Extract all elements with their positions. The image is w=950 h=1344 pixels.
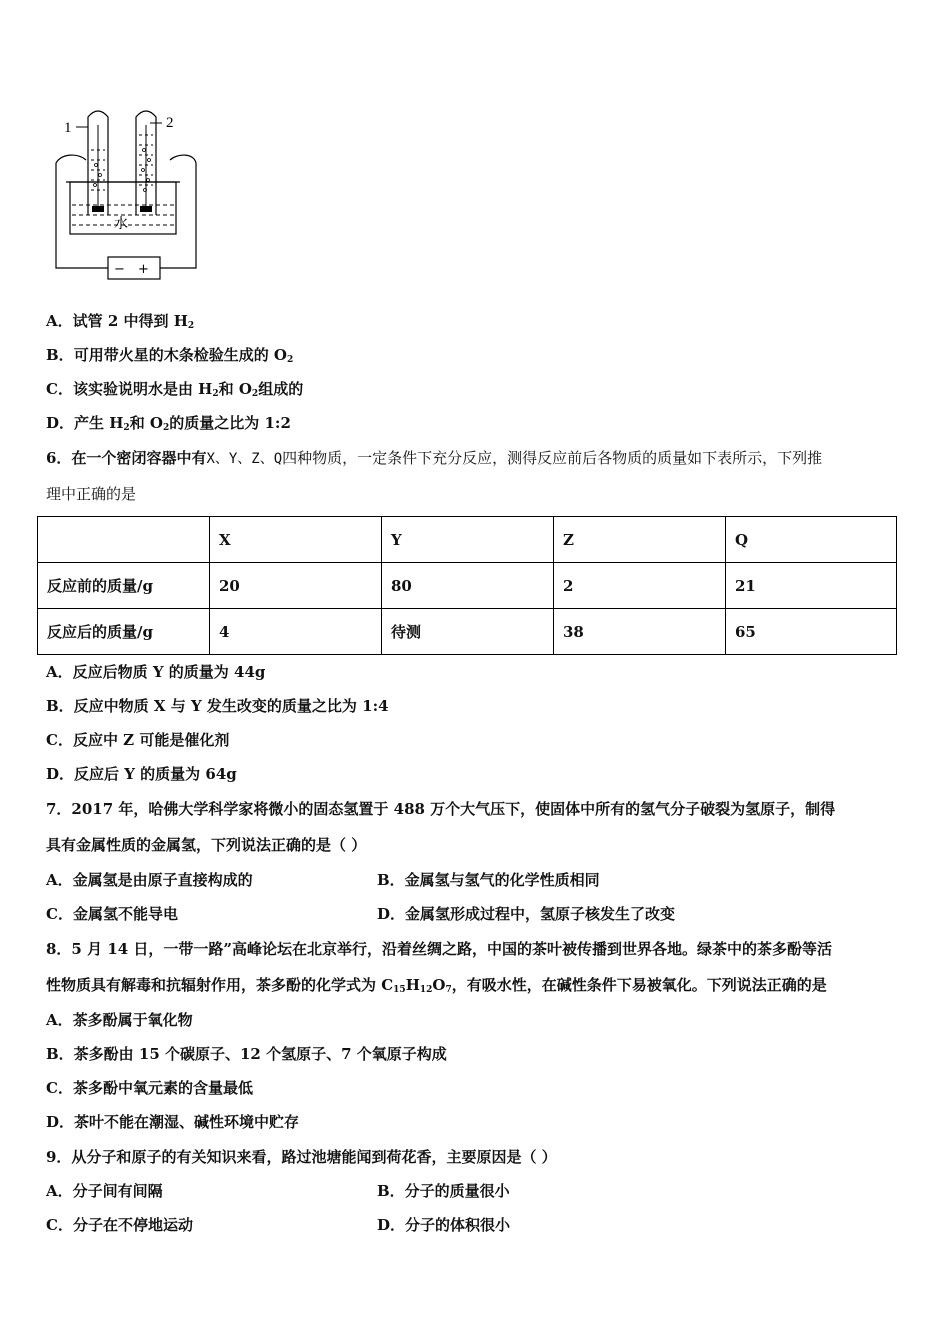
table-cell: 2: [554, 563, 726, 609]
q5-option-a: [46, 311, 194, 331]
option-letter: A．: [46, 312, 73, 330]
q9-stem: 9．从分子和原子的有关知识来看，路过池塘能闻到荷花香，主要原因是（ ）: [46, 1148, 557, 1166]
table-row: [38, 563, 897, 609]
q8-option-c: C．茶多酚中氧元素的含量最低: [46, 1079, 253, 1097]
q7-option-b: B．金属氢与氢气的化学性质相同: [377, 871, 600, 889]
option-text: 试管 2 中得到 H: [72, 312, 188, 330]
subscript: 7: [445, 985, 452, 995]
q7-stem-line1: 7．2017 年，哈佛大学科学家将微小的固态氢置于 488 万个大气压下，使固体中所有的氢气分子破裂为氢原子，制得: [46, 800, 836, 818]
q7-option-d: D．金属氢形成过程中，氢原子核发生了改变: [377, 905, 676, 923]
q6-option-c: C．反应中 Z 可能是催化剂: [46, 731, 230, 749]
q6-stem-line1: [46, 448, 822, 469]
subscript: 2: [286, 355, 294, 365]
q9-option-a: A．分子间有间隔: [46, 1182, 163, 1200]
table-cell: 38: [554, 609, 726, 655]
option-text: 该实验说明水是由 H: [72, 380, 213, 398]
q6-option-b: B．反应中物质 X 与 Y 发生改变的质量之比为 1:4: [46, 697, 389, 715]
subscript: 2: [123, 423, 130, 433]
q6-option-d: D．反应后 Y 的质量为 64g: [46, 765, 237, 783]
option-text: 和 O: [129, 414, 163, 432]
q9-option-b: B．分子的质量很小: [377, 1182, 510, 1200]
option-text: 产生 H: [74, 414, 124, 432]
table-cell: 65: [726, 609, 897, 655]
table-cell: [38, 517, 210, 563]
option-letter: B．: [46, 346, 74, 364]
tube-label-1: 1: [64, 120, 72, 136]
q8-option-a: A．茶多酚属于氧化物: [46, 1011, 193, 1029]
q6-option-a: A．反应后物质 Y 的质量为 44g: [46, 663, 266, 681]
battery-minus: −: [114, 262, 125, 277]
stem-text: 四种物质，一定条件下充分反应，测得反应前后各物质的质量如下表所示，下列推: [282, 449, 823, 467]
q6-stem-line2: 理中正确的是: [46, 485, 137, 503]
table-cell: 反应前的质量/g: [38, 563, 210, 609]
option-text: 和 O: [218, 380, 252, 398]
q7-option-c: C．金属氢不能导电: [46, 905, 178, 923]
q8-stem-line1: 8．5 月 14 日，一带一路”高峰论坛在北京举行，沿着丝绸之路，中国的茶叶被传播到世界各地。绿茶中的茶多酚等活: [46, 940, 833, 958]
option-text: 的质量之比为 1:2: [169, 414, 291, 432]
table-cell: 待测: [382, 609, 554, 655]
subscript: 2: [162, 423, 170, 433]
q5-option-c: [46, 379, 303, 399]
table-cell: X: [210, 517, 382, 563]
q7-stem-line2: 具有金属性质的金属氢，下列说法正确的是（ ）: [46, 836, 367, 854]
option-text: 可用带火星的木条检验生成的 O: [73, 346, 287, 364]
q8-option-b: B．茶多酚由 15 个碳原子、12 个氢原子、7 个氧原子构成: [46, 1045, 447, 1063]
electrode-1: [92, 206, 104, 212]
table-cell: 80: [382, 563, 554, 609]
q5-option-d: [46, 413, 291, 433]
tube-label-2: 2: [166, 115, 174, 131]
stem-text: 性物质具有解毒和抗辐射作用，茶多酚的化学式为 C: [46, 976, 394, 994]
mass-table: [37, 516, 897, 655]
electrode-2: [140, 206, 152, 212]
table-cell: Z: [554, 517, 726, 563]
subscript: 2: [187, 321, 195, 331]
table-cell: 21: [726, 563, 897, 609]
q9-option-c: C．分子在不停地运动: [46, 1216, 193, 1234]
subscript: 2: [212, 389, 219, 399]
subscript: 2: [251, 389, 259, 399]
q8-option-d: D．茶叶不能在潮湿、碱性环境中贮存: [46, 1113, 300, 1131]
right-wire: [160, 155, 196, 268]
stem-text: 6．在一个密闭容器中有: [46, 449, 207, 467]
table-cell: 20: [210, 563, 382, 609]
table-cell: Q: [726, 517, 897, 563]
stem-text: ，有吸水性，在碱性条件下易被氧化。下列说法正确的是: [451, 976, 827, 994]
option-text: 组成的: [258, 380, 304, 398]
table-cell: 4: [210, 609, 382, 655]
subscript: 12: [419, 985, 433, 995]
stem-variables: X、Y、Z、Q: [206, 451, 283, 467]
battery-plus: +: [138, 262, 149, 277]
q7-option-a: A．金属氢是由原子直接构成的: [46, 871, 253, 889]
table-header-row: [38, 517, 897, 563]
stem-text: H: [405, 976, 420, 994]
table-row: [38, 609, 897, 655]
water-label: 水: [114, 216, 128, 232]
electrolysis-apparatus-figure: [50, 105, 210, 280]
q5-option-b: [46, 345, 293, 365]
option-letter: C．: [46, 380, 73, 398]
table-cell: 反应后的质量/g: [38, 609, 210, 655]
stem-text: O: [432, 976, 446, 994]
q9-option-d: D．分子的体积很小: [377, 1216, 511, 1234]
subscript: 15: [393, 985, 406, 995]
q8-stem-line2: [46, 975, 827, 995]
option-letter: D．: [46, 414, 75, 432]
table-cell: Y: [382, 517, 554, 563]
